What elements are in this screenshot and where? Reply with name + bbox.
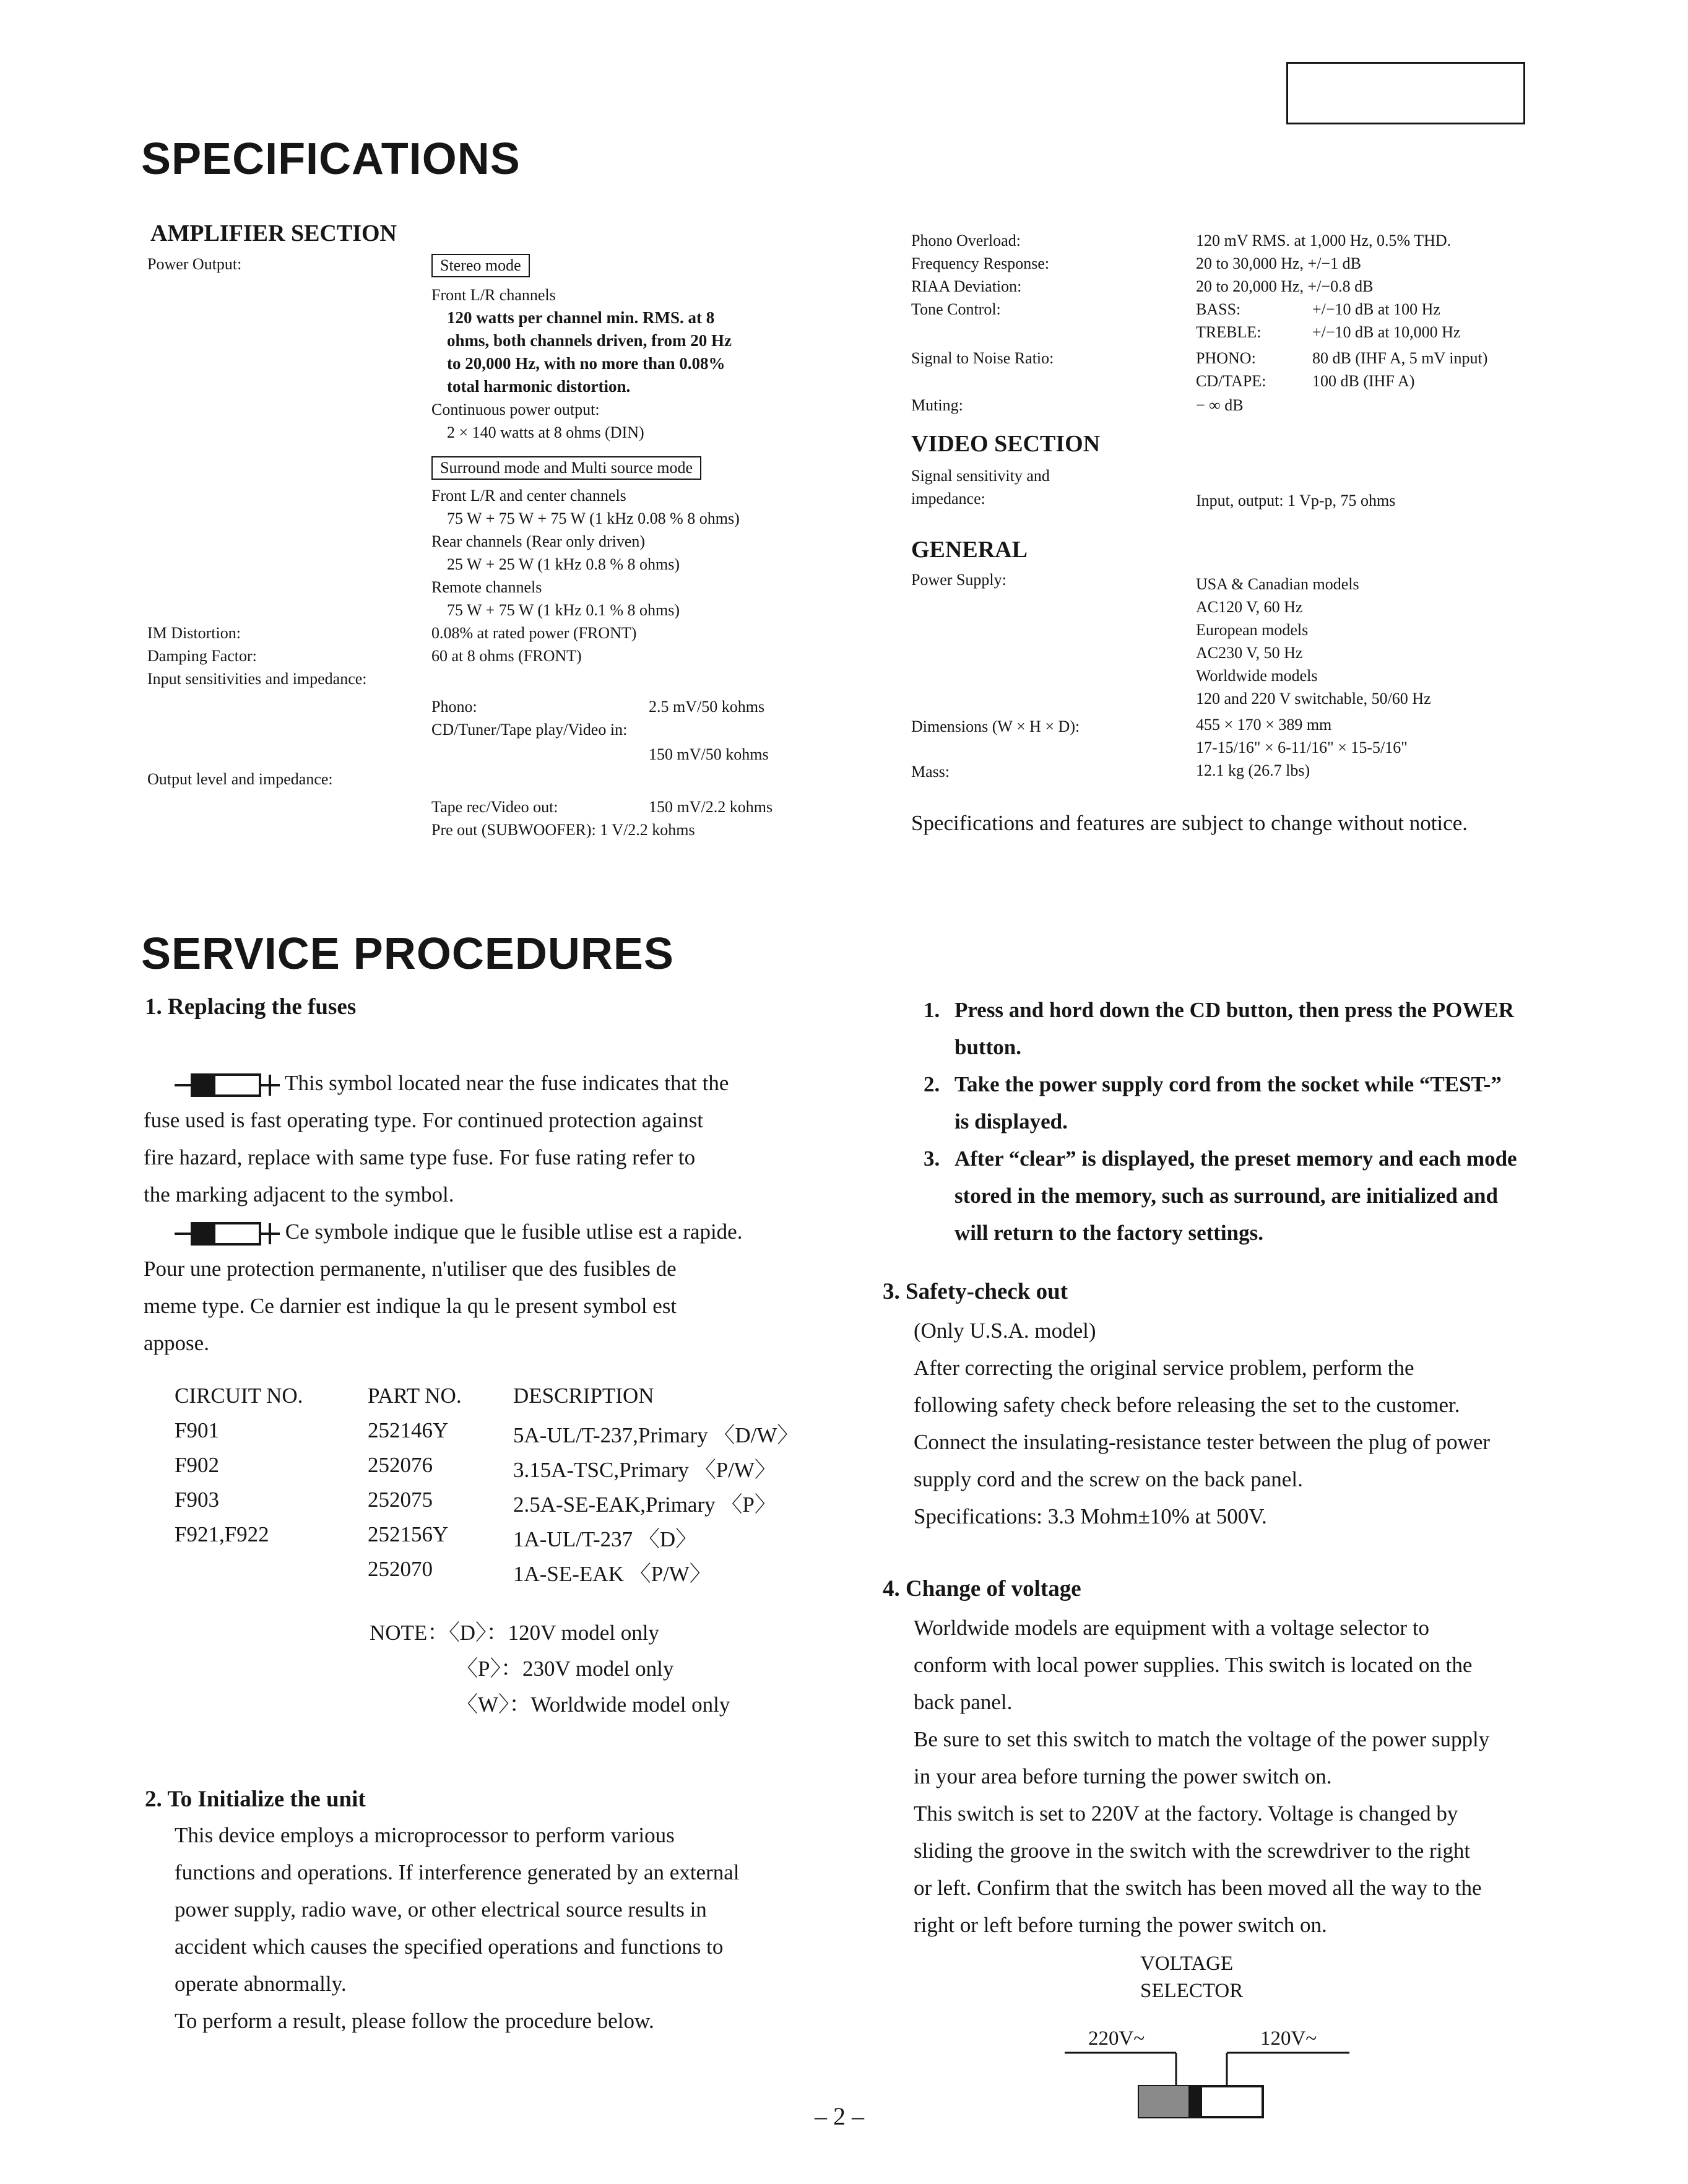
table-row bbox=[175, 1488, 799, 1522]
dimensions-label: Dimensions (W × H × D): bbox=[911, 717, 1080, 735]
phono-value: 2.5 mV/50 kohms bbox=[649, 698, 765, 716]
fuses-heading: 1. Replacing the fuses bbox=[145, 994, 357, 1020]
fuse-notes bbox=[370, 1616, 730, 1723]
table-cell: F902 bbox=[175, 1453, 219, 1477]
table-cell: 252146Y bbox=[368, 1418, 449, 1442]
safety-line: After correcting the original service problem, perform the bbox=[914, 1356, 1414, 1380]
page-number: – 2 – bbox=[815, 2102, 864, 2130]
voltage-line: Be sure to set this switch to match the voltage of the power supply bbox=[914, 1727, 1490, 1751]
tone-control-label: Tone Control: bbox=[911, 300, 1001, 318]
riaa-deviation-label: RIAA Deviation: bbox=[911, 277, 1022, 295]
power-supply-line: Worldwide models bbox=[1196, 667, 1318, 685]
initialize-text bbox=[175, 1817, 740, 2040]
initialize-line: To perform a result, please follow the procedure below. bbox=[175, 2009, 654, 2033]
table-header-row bbox=[175, 1384, 799, 1418]
fuse-fr-line: meme type. Ce darnier est indique la qu le present symbol est bbox=[144, 1294, 677, 1318]
voltage-line: back panel. bbox=[914, 1690, 1013, 1714]
phono-label: Phono: bbox=[431, 698, 477, 716]
fuse-fr-line: appose. bbox=[144, 1331, 209, 1355]
fuse-note: 〈W〉：Worldwide model only bbox=[456, 1692, 730, 1717]
fast-fuse-symbol-icon bbox=[175, 1072, 280, 1098]
safety-text bbox=[914, 1312, 1490, 1535]
rating-line: ohms, both channels driven, from 20 Hz bbox=[447, 331, 732, 350]
table-row bbox=[175, 1418, 799, 1453]
snr-label: Signal to Noise Ratio: bbox=[911, 349, 1054, 367]
safety-line: supply cord and the screw on the back panel. bbox=[914, 1467, 1303, 1491]
specs-notice: Specifications and features are subject to change without notice. bbox=[911, 811, 1468, 835]
snr-cdtape-label: CD/TAPE: bbox=[1196, 372, 1266, 390]
table-cell: 1A-UL/T-237 〈D〉 bbox=[513, 1527, 698, 1551]
fuse-note: 〈P〉：230V model only bbox=[456, 1657, 674, 1681]
power-supply-values bbox=[1196, 573, 1431, 710]
input-sensitivities-label: Input sensitivities and impedance: bbox=[147, 670, 367, 688]
muting-label: Muting: bbox=[911, 396, 963, 414]
power-supply-line: AC120 V, 60 Hz bbox=[1196, 598, 1303, 616]
video-signal-label: Signal sensitivity and bbox=[911, 467, 1050, 485]
treble-value: +/−10 dB at 10,000 Hz bbox=[1312, 323, 1461, 341]
step-line: Press and hord down the CD button, then press the POWER bbox=[954, 998, 1514, 1022]
step-number: 1. bbox=[924, 998, 940, 1022]
table-header: CIRCUIT NO. bbox=[175, 1384, 303, 1408]
rear-channels-value: 25 W + 25 W (1 kHz 0.8 % 8 ohms) bbox=[447, 555, 680, 573]
init-step bbox=[924, 1140, 1517, 1252]
voltage-220-label: 220V~ bbox=[1088, 2027, 1145, 2050]
frequency-response-value: 20 to 30,000 Hz, +/−1 dB bbox=[1196, 254, 1361, 272]
table-cell: F901 bbox=[175, 1418, 219, 1442]
voltage-text bbox=[914, 1610, 1489, 1944]
voltage-selector-switch-icon bbox=[1065, 2049, 1349, 2123]
power-supply-line: AC230 V, 50 Hz bbox=[1196, 644, 1303, 662]
power-supply-line: USA & Canadian models bbox=[1196, 575, 1359, 593]
initialize-line: This device employs a microprocessor to perform various bbox=[175, 1823, 675, 1847]
table-cell: 5A-UL/T-237,Primary 〈D/W〉 bbox=[513, 1423, 799, 1447]
video-impedance-label: impedance: bbox=[911, 490, 985, 508]
selector-caption-line: SELECTOR bbox=[1140, 1980, 1244, 2002]
rating-line: 120 watts per channel min. RMS. at 8 bbox=[447, 308, 715, 327]
phono-overload-value: 120 mV RMS. at 1,000 Hz, 0.5% THD. bbox=[1196, 232, 1452, 249]
fuse-en-line: fire hazard, replace with same type fuse. For fuse rating refer to bbox=[144, 1145, 696, 1169]
dimensions-value-inches: 17-15/16" × 6-11/16" × 15-5/16" bbox=[1196, 739, 1408, 756]
fuse-note: NOTE：〈D〉：120V model only bbox=[370, 1621, 659, 1645]
power-output-label: Power Output: bbox=[147, 255, 242, 273]
snr-cdtape-value: 100 dB (IHF A) bbox=[1312, 372, 1415, 390]
step-line: stored in the memory, such as surround, are initialized and bbox=[954, 1184, 1498, 1208]
fuse-en-first-line: This symbol located near the fuse indicates that the bbox=[285, 1071, 729, 1095]
rear-channels-label: Rear channels (Rear only driven) bbox=[431, 532, 646, 550]
table-cell: 252076 bbox=[368, 1453, 433, 1477]
treble-label: TREBLE: bbox=[1196, 323, 1262, 341]
table-cell: 2.5A-SE-EAK,Primary 〈P〉 bbox=[513, 1493, 776, 1517]
voltage-line: sliding the groove in the switch with the screwdriver to the right bbox=[914, 1839, 1471, 1863]
riaa-deviation-value: 20 to 20,000 Hz, +/−0.8 dB bbox=[1196, 277, 1374, 295]
fast-fuse-symbol-icon bbox=[175, 1221, 280, 1247]
bass-label: BASS: bbox=[1196, 300, 1241, 318]
fuse-en-line: the marking adjacent to the symbol. bbox=[144, 1182, 454, 1207]
step-line: is displayed. bbox=[954, 1109, 1068, 1133]
table-row bbox=[175, 1557, 799, 1592]
pre-out-value: Pre out (SUBWOOFER): 1 V/2.2 kohms bbox=[431, 821, 695, 839]
front-lr-channels: Front L/R channels bbox=[431, 286, 556, 304]
phono-overload-label: Phono Overload: bbox=[911, 232, 1021, 249]
step-line: Take the power supply cord from the socket while “TEST-” bbox=[954, 1072, 1502, 1096]
amplifier-section-heading: AMPLIFIER SECTION bbox=[150, 220, 397, 246]
safety-line: (Only U.S.A. model) bbox=[914, 1319, 1096, 1343]
table-row bbox=[175, 1522, 799, 1557]
general-heading: GENERAL bbox=[911, 537, 1028, 563]
initialize-line: operate abnormally. bbox=[175, 1972, 347, 1996]
voltage-line: Worldwide models are equipment with a voltage selector to bbox=[914, 1616, 1430, 1640]
im-distortion-label: IM Distortion: bbox=[147, 624, 241, 642]
initialize-line: power supply, radio wave, or other electrical source results in bbox=[175, 1897, 707, 1922]
video-section-heading: VIDEO SECTION bbox=[911, 431, 1101, 457]
damping-factor-value: 60 at 8 ohms (FRONT) bbox=[431, 647, 582, 665]
voltage-selector-caption bbox=[1140, 1950, 1243, 2004]
stereo-mode-box bbox=[431, 254, 530, 277]
table-header: DESCRIPTION bbox=[513, 1384, 654, 1408]
rating-line: total harmonic distortion. bbox=[447, 377, 631, 396]
table-cell: F903 bbox=[175, 1488, 219, 1512]
selector-caption-line: VOLTAGE bbox=[1140, 1952, 1234, 1975]
step-line: button. bbox=[954, 1035, 1021, 1059]
surround-mode-box bbox=[431, 456, 701, 480]
damping-factor-label: Damping Factor: bbox=[147, 647, 257, 665]
im-distortion-value: 0.08% at rated power (FRONT) bbox=[431, 624, 637, 642]
fuse-table bbox=[175, 1384, 799, 1592]
tape-rec-value: 150 mV/2.2 kohms bbox=[649, 798, 773, 816]
specifications-title: SPECIFICATIONS bbox=[141, 134, 521, 184]
safety-line: Specifications: 3.3 Mohm±10% at 500V. bbox=[914, 1504, 1267, 1528]
step-number: 3. bbox=[924, 1146, 940, 1171]
bass-value: +/−10 dB at 100 Hz bbox=[1312, 300, 1440, 318]
table-cell: 1A-SE-EAK 〈P/W〉 bbox=[513, 1562, 711, 1586]
mass-label: Mass: bbox=[911, 763, 950, 781]
surround-mode-label: Surround mode and Multi source mode bbox=[431, 456, 701, 480]
tape-rec-label: Tape rec/Video out: bbox=[431, 798, 558, 816]
dimensions-value: 455 × 170 × 389 mm bbox=[1196, 716, 1332, 734]
table-cell: 252075 bbox=[368, 1488, 433, 1512]
voltage-heading: 4. Change of voltage bbox=[883, 1576, 1081, 1601]
fuse-en-line: fuse used is fast operating type. For continued protection against bbox=[144, 1108, 703, 1132]
table-cell: F921,F922 bbox=[175, 1522, 269, 1546]
init-steps bbox=[924, 992, 1517, 1252]
initialize-heading: 2. To Initialize the unit bbox=[145, 1787, 366, 1812]
table-header: PART NO. bbox=[368, 1384, 462, 1408]
rating-line: to 20,000 Hz, with no more than 0.08% bbox=[447, 354, 725, 373]
front-center-label: Front L/R and center channels bbox=[431, 487, 626, 505]
header-box bbox=[1286, 62, 1525, 124]
snr-phono-label: PHONO: bbox=[1196, 349, 1256, 367]
table-cell: 252070 bbox=[368, 1557, 433, 1581]
power-supply-label: Power Supply: bbox=[911, 571, 1006, 589]
fuse-fr-line: Pour une protection permanente, n'utiliser que des fusibles de bbox=[144, 1257, 677, 1281]
video-value: Input, output: 1 Vp-p, 75 ohms bbox=[1196, 492, 1396, 509]
voltage-120-label: 120V~ bbox=[1260, 2027, 1317, 2050]
power-supply-line: 120 and 220 V switchable, 50/60 Hz bbox=[1196, 690, 1431, 708]
continuous-power-label: Continuous power output: bbox=[431, 401, 600, 418]
muting-value: − ∞ dB bbox=[1196, 396, 1244, 414]
front-center-value: 75 W + 75 W + 75 W (1 kHz 0.08 % 8 ohms) bbox=[447, 509, 740, 527]
cd-tuner-label: CD/Tuner/Tape play/Video in: bbox=[431, 721, 628, 739]
voltage-line: This switch is set to 220V at the factory. Voltage is changed by bbox=[914, 1801, 1458, 1826]
table-cell: 252156Y bbox=[368, 1522, 449, 1546]
service-procedures-title: SERVICE PROCEDURES bbox=[141, 929, 674, 979]
table-cell: 3.15A-TSC,Primary 〈P/W〉 bbox=[513, 1458, 776, 1482]
initialize-line: accident which causes the specified operations and functions to bbox=[175, 1935, 724, 1959]
power-supply-line: European models bbox=[1196, 621, 1309, 639]
output-level-label: Output level and impedance: bbox=[147, 770, 333, 788]
step-line: will return to the factory settings. bbox=[954, 1221, 1263, 1245]
voltage-line: or left. Confirm that the switch has been moved all the way to the bbox=[914, 1876, 1482, 1900]
init-step bbox=[924, 992, 1517, 1066]
table-row bbox=[175, 1453, 799, 1488]
voltage-line: conform with local power supplies. This switch is located on the bbox=[914, 1653, 1473, 1677]
cd-tuner-value: 150 mV/50 kohms bbox=[649, 745, 769, 763]
voltage-line: in your area before turning the power switch on. bbox=[914, 1764, 1332, 1788]
init-step bbox=[924, 1066, 1517, 1140]
remote-channels-label: Remote channels bbox=[431, 578, 542, 596]
frequency-response-label: Frequency Response: bbox=[911, 254, 1050, 272]
snr-phono-value: 80 dB (IHF A, 5 mV input) bbox=[1312, 349, 1488, 367]
stereo-mode-label: Stereo mode bbox=[431, 254, 530, 277]
fuse-text-en bbox=[144, 1065, 818, 1362]
mass-value: 12.1 kg (26.7 lbs) bbox=[1196, 761, 1310, 779]
fuse-fr-first-line: Ce symbole indique que le fusible utlise est a rapide. bbox=[285, 1220, 743, 1244]
safety-heading: 3. Safety-check out bbox=[883, 1279, 1068, 1304]
safety-line: Connect the insulating-resistance tester between the plug of power bbox=[914, 1430, 1491, 1454]
power-rating-block bbox=[447, 306, 732, 398]
voltage-line: right or left before turning the power switch on. bbox=[914, 1913, 1327, 1937]
safety-line: following safety check before releasing the set to the customer. bbox=[914, 1393, 1460, 1417]
step-number: 2. bbox=[924, 1072, 940, 1096]
step-line: After “clear” is displayed, the preset memory and each mode bbox=[954, 1146, 1517, 1171]
remote-channels-value: 75 W + 75 W (1 kHz 0.1 % 8 ohms) bbox=[447, 601, 680, 619]
continuous-power-value: 2 × 140 watts at 8 ohms (DIN) bbox=[447, 423, 644, 441]
initialize-line: functions and operations. If interference generated by an external bbox=[175, 1860, 740, 1884]
